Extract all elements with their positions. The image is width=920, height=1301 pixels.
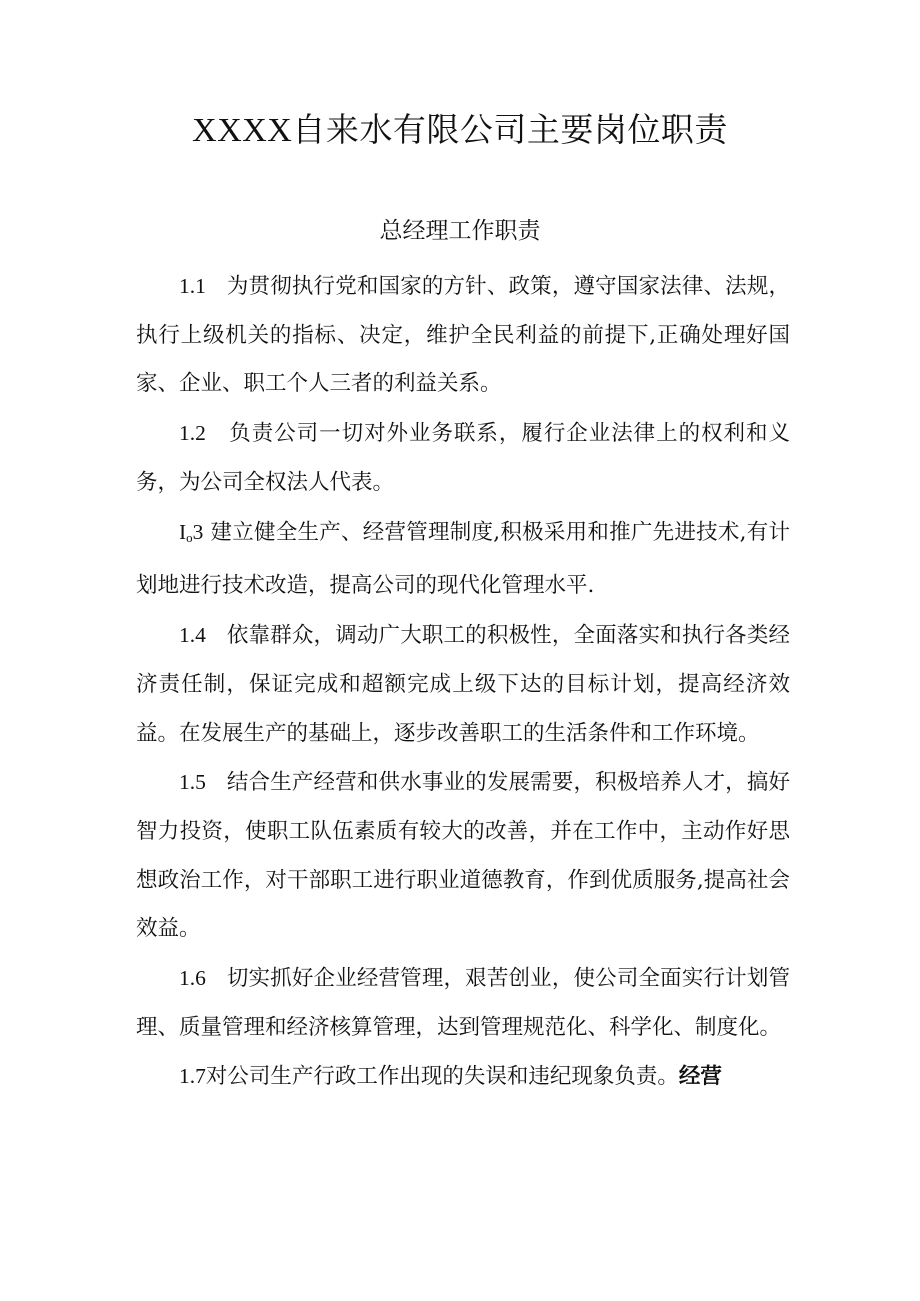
- clause-number: 1.5: [179, 770, 206, 795]
- clause-text: 为贯彻执行党和国家的方针、政策，遵守国家法律、法规，执行上级机关的指标、决定，维护全民利益的前提下,正确处理好国家、企业、职工个人三者的利益关系。: [136, 274, 790, 397]
- clause-text: 依靠群众，调动广大职工的积极性，全面落实和执行各类经济责任制，保证完成和超额完成上级下达的目标计划，提高经济效益。在发展生产的基础上，逐步改善职工的生活条件和工作环境。: [136, 623, 790, 746]
- section-heading: 总经理工作职责: [379, 218, 541, 244]
- clause-number: 1.4: [179, 623, 206, 648]
- paragraph-1-7: [136, 1052, 790, 1102]
- title-chinese: 自来水有限公司主要岗位职责: [292, 110, 728, 149]
- clause-text: 结合生产经营和供水事业的发展需要，积极培养人才，搞好智力投资，使职工队伍素质有较大的改善，并在工作中，主动作好思想政治工作，对干部职工进行职业道德教育，作到优质服务,提高社会效益。: [136, 770, 790, 942]
- clause-number: [179, 520, 203, 544]
- clause-text: 切实抓好企业经营管理，艰苦创业，使公司全面实行计划管理、质量管理和经济核算管理，达到管理规范化、科学化、制度化。: [136, 966, 790, 1040]
- paragraph-1-6: [136, 954, 790, 1052]
- document-body: [136, 262, 790, 1102]
- clause-number-sub: o: [186, 530, 193, 545]
- clause-number-main: I: [179, 519, 187, 544]
- clause-text-bold-tail: 经营: [678, 1064, 722, 1090]
- paragraph-1-3: [136, 508, 790, 612]
- clause-number-tail: 3: [192, 519, 204, 544]
- paragraph-1-1: [136, 262, 790, 409]
- clause-number: 1.2: [179, 421, 206, 446]
- clause-number: 1.1: [179, 274, 206, 298]
- document-title: [0, 108, 920, 153]
- paragraph-1-4: [136, 611, 790, 758]
- clause-text: 对公司生产行政工作出现的失误和违纪现象负责。: [205, 1064, 679, 1090]
- paragraph-1-2: [136, 409, 790, 507]
- clause-number: 1.6: [179, 966, 206, 991]
- clause-text: 建立健全生产、经营管理制度,积极采用和推广先进技术,有计划地进行技术改造，提高公司的现代化管理水平.: [136, 519, 790, 599]
- clause-number: 1.7: [179, 1064, 206, 1089]
- clause-text: 负责公司一切对外业务联系，履行企业法律上的权利和义务，为公司全权法人代表。: [136, 421, 790, 495]
- paragraph-1-5: [136, 758, 790, 954]
- title-latin: XXXX: [192, 112, 293, 149]
